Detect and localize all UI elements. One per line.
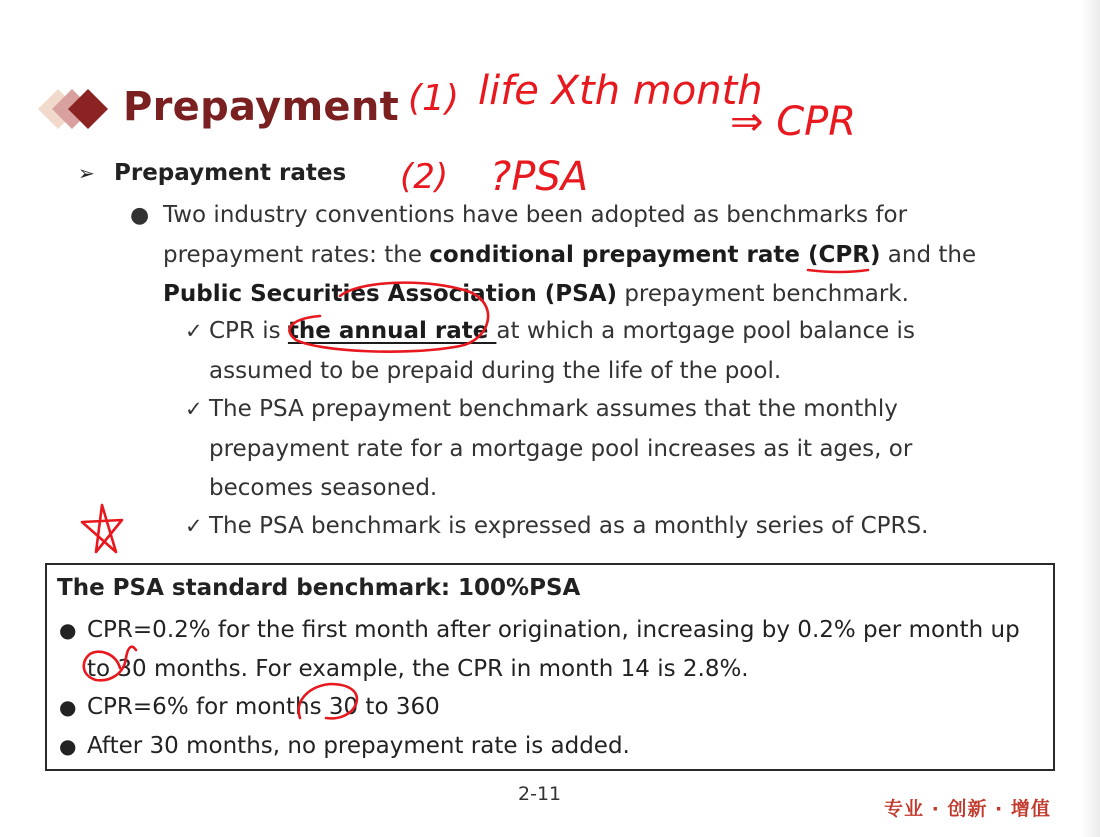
annual-rate-term: the annual rate: [287, 318, 497, 344]
box-item-text: After 30 months, no prepayment rate is added.: [87, 732, 630, 759]
intro-part2: and the: [880, 241, 977, 268]
checkmark-icon: ✓: [185, 514, 203, 538]
annotation-num-1: (1): [408, 78, 459, 119]
bullet-dot-icon: ●: [59, 618, 77, 642]
intro-text: [163, 196, 1010, 315]
psa-benchmark-box: [45, 563, 1055, 771]
check-cpr-after: at which a mortgage pool balance is assumed to be prepaid during the life of the pool.: [209, 318, 915, 384]
cpr-term: conditional prepayment rate (CPR): [429, 241, 881, 268]
right-edge-shade: [1080, 0, 1100, 837]
check-psa-text: The PSA prepayment benchmark assumes that the monthly prepayment rate for a mortgage pool increases as it ages, or becomes seasoned.: [209, 396, 913, 501]
intro-part1: Two industry conventions have been adopted as benchmarks for prepayment rates: the: [163, 202, 908, 268]
bullet-dot-icon: ●: [59, 695, 77, 719]
annotation-num-2: (2): [400, 157, 449, 197]
diamond-logo-icon: [36, 80, 116, 138]
annotation-life-month: life Xth month: [478, 68, 763, 114]
check-series-text: The PSA benchmark is expressed as a monthly series of CPRS.: [209, 513, 929, 539]
footer-slogan: 专业 · 创新 · 增值: [884, 798, 1051, 820]
page-number: 2-11: [518, 783, 562, 805]
check-item-psa-series: [185, 507, 945, 547]
check-item-cpr: [185, 312, 945, 391]
box-item-text: CPR=0.2% for the first month after origination, increasing by 0.2% per month up to 30 months. For example, the CPR in month 14 is 2.8%.: [87, 617, 1020, 682]
box-list: [57, 611, 1047, 765]
bullet-dot-icon: ●: [130, 203, 150, 228]
bullet-dot-icon: ●: [59, 733, 77, 758]
box-item: [57, 727, 1047, 766]
star-mark-icon: [82, 505, 122, 552]
annotation-cpr-arrow: ⇒ CPR: [730, 99, 857, 145]
checkmark-icon: ✓: [185, 397, 203, 421]
slide-title: Prepayment: [123, 84, 400, 130]
box-item: [57, 688, 1047, 727]
checkmark-icon: ✓: [185, 319, 203, 343]
box-item: [57, 611, 1047, 688]
box-item-text: CPR=6% for months 30 to 360: [87, 694, 440, 720]
psa-term: Public Securities Association (PSA): [163, 281, 618, 307]
intro-part3: prepayment benchmark.: [617, 281, 909, 307]
annotation-psa: ?PSA: [490, 154, 589, 200]
box-title: The PSA standard benchmark: 100%PSA: [57, 575, 581, 601]
intro-bullet: [130, 196, 1010, 315]
arrow-bullet-icon: ➢: [78, 161, 95, 185]
check-cpr-before: CPR is: [209, 318, 288, 344]
section-label: Prepayment rates: [114, 160, 347, 186]
section-heading: [78, 160, 346, 186]
check-item-psa-assumption: [185, 390, 945, 509]
check-cpr-text: [209, 312, 945, 391]
